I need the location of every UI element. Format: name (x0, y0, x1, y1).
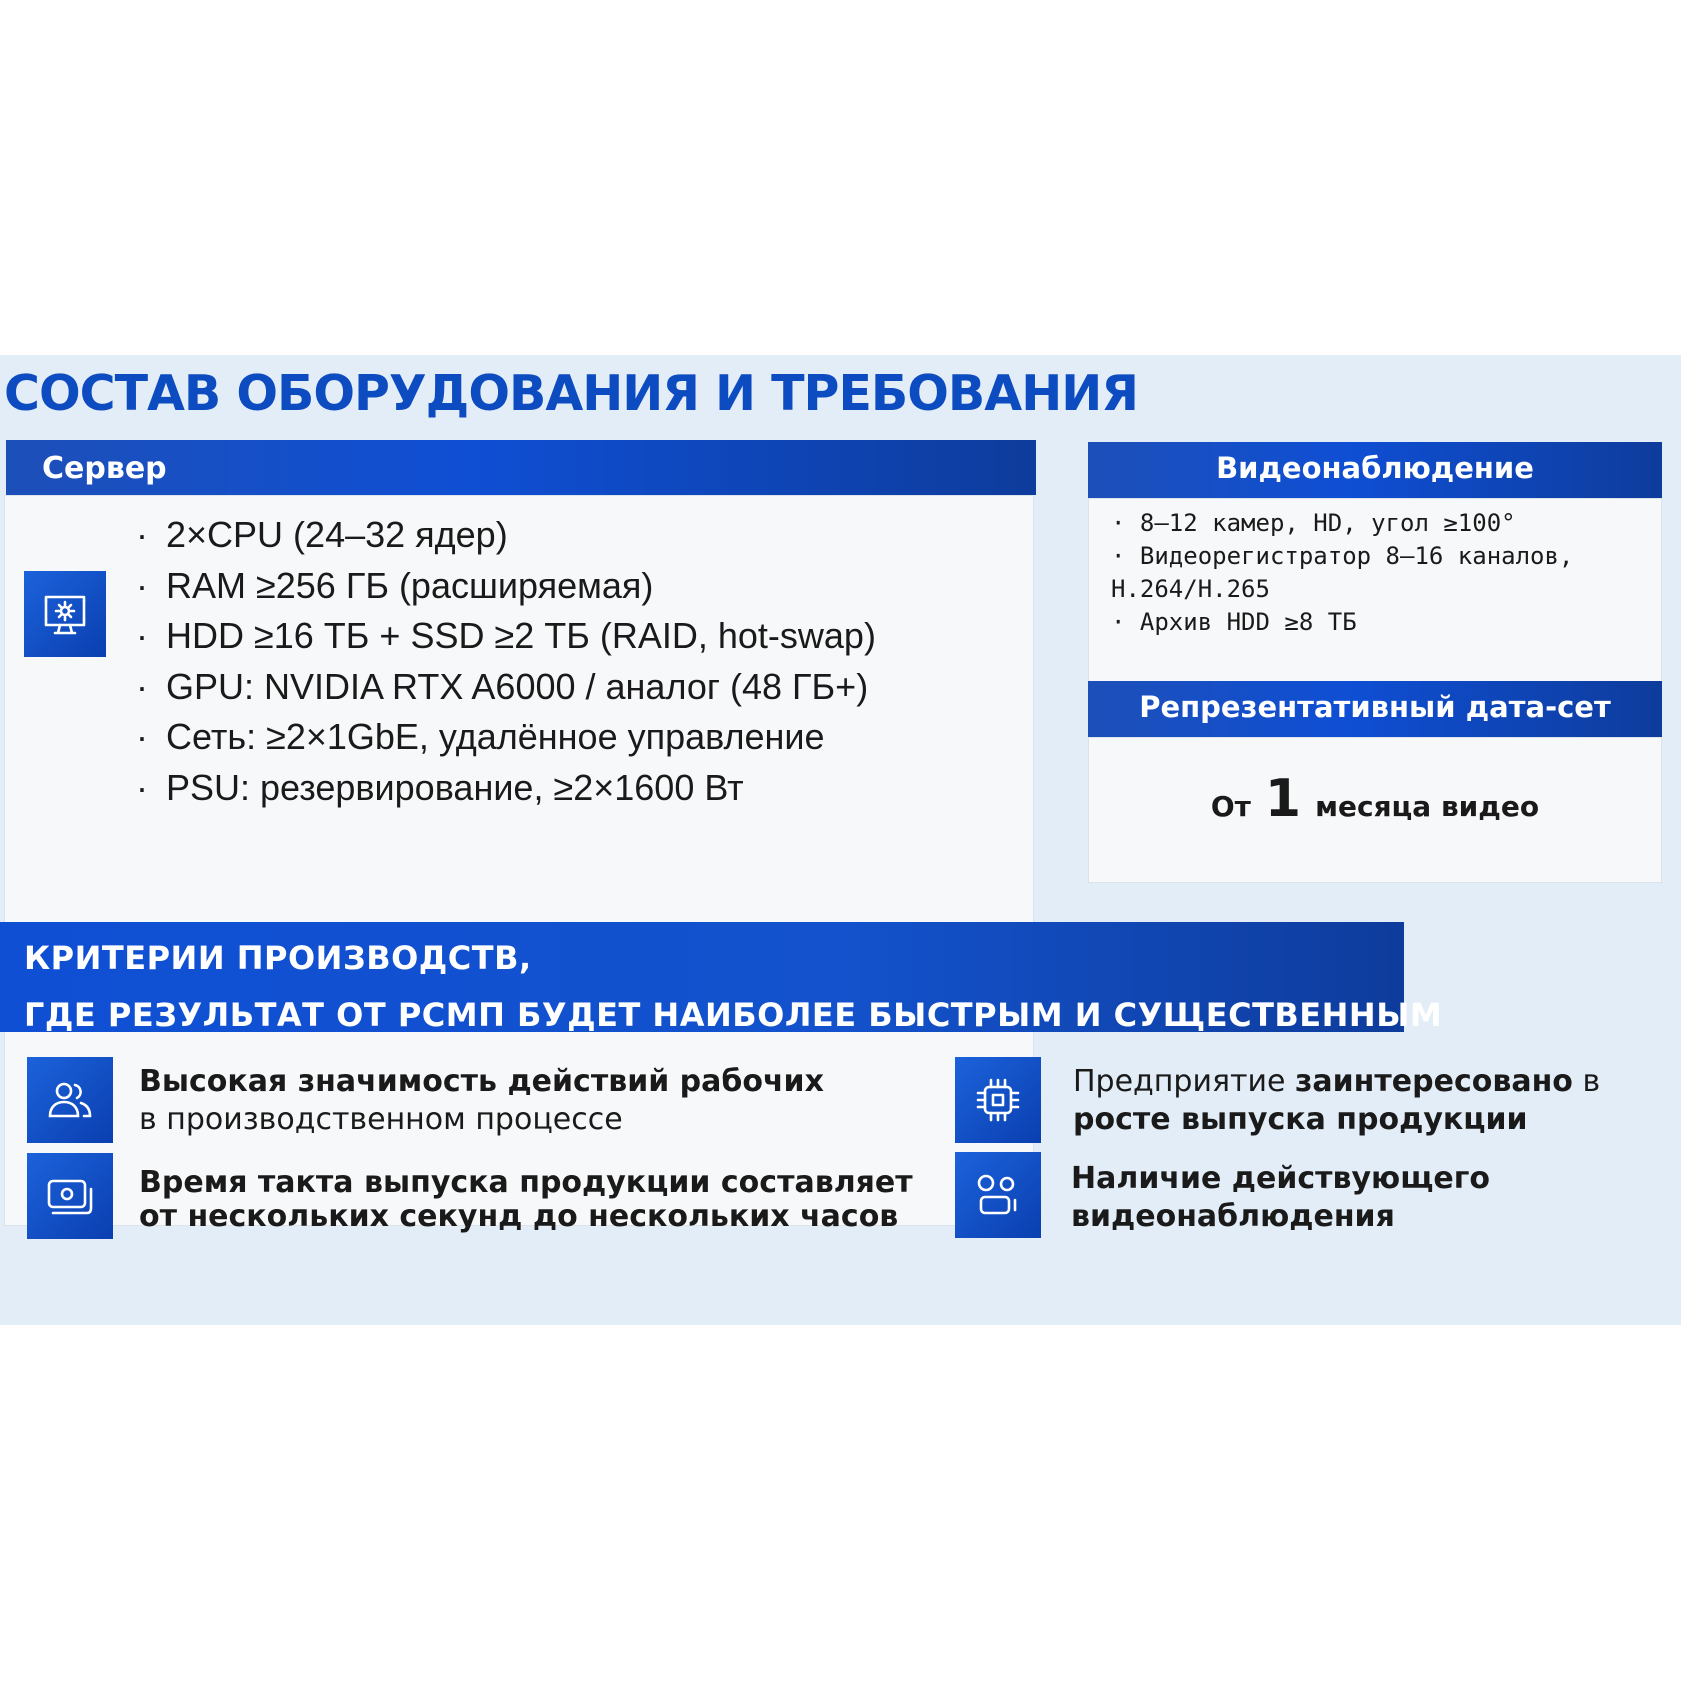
list-item: · 8–12 камер, HD, угол ≥100° (1111, 507, 1631, 540)
criterion-text: Предприятие (1073, 1064, 1295, 1099)
criteria-header-line: ГДЕ РЕЗУЛЬТАТ ОТ РСМП БУДЕТ НАИБОЛЕЕ БЫСТРЫМ И СУЩЕСТВЕННЫМ (24, 996, 1443, 1034)
people-icon (27, 1057, 113, 1143)
criterion-workers (139, 1063, 824, 1139)
list-item: · 2×CPU (24–32 ядер) (136, 510, 876, 561)
criterion-production-growth (1073, 1063, 1600, 1139)
chip-icon (955, 1057, 1041, 1143)
list-item: · Сеть: ≥2×1GbE, удалённое управление (136, 712, 876, 763)
criterion-video-surveillance (1071, 1160, 1490, 1236)
video-header: Видеонаблюдение (1088, 442, 1662, 498)
criteria-header (0, 922, 1443, 1034)
dataset-suffix: месяца видео (1315, 790, 1540, 823)
criterion-cycle-time (139, 1166, 913, 1234)
criterion-line: росте выпуска продукции (1073, 1102, 1528, 1137)
criteria-header-line: КРИТЕРИИ ПРОИЗВОДСТВ, (24, 939, 532, 977)
dataset-prefix: От (1210, 790, 1251, 823)
criterion-line: от нескольких секунд до нескольких часов (139, 1199, 899, 1234)
criterion-text: в (1572, 1064, 1601, 1099)
criterion-line: Наличие действующего (1071, 1161, 1491, 1196)
list-item: · PSU: резервирование, ≥2×1600 Вт (136, 763, 876, 814)
criterion-line: видеонаблюдения (1071, 1199, 1395, 1234)
criterion-text-bold: заинтересовано (1294, 1064, 1573, 1099)
list-item: · GPU: NVIDIA RTX A6000 / аналог (48 ГБ+) (136, 662, 876, 713)
list-item: · HDD ≥16 ТБ + SSD ≥2 ТБ (RAID, hot-swap) (136, 611, 876, 662)
monitor-camera-icon (27, 1153, 113, 1239)
dataset-header: Репрезентативный дата-сет (1088, 681, 1662, 737)
criterion-line (1073, 1063, 1600, 1101)
video-spec-list (1111, 507, 1631, 639)
criterion-line: в производственном процессе (139, 1102, 623, 1137)
server-spec-list (136, 510, 876, 813)
server-header: Сервер (6, 440, 1036, 495)
monitor-gear-icon (24, 571, 106, 657)
dataset-duration (1088, 769, 1662, 829)
slide (0, 355, 1681, 1325)
list-item: · Видеорегистратор 8–16 каналов, H.264/H.265 (1111, 540, 1631, 606)
dataset-number: 1 (1264, 769, 1302, 829)
list-item: · Архив HDD ≥8 ТБ (1111, 606, 1631, 639)
video-call-icon (955, 1152, 1041, 1238)
list-item: · RAM ≥256 ГБ (расширяемая) (136, 561, 876, 612)
criterion-line: Время такта выпуска продукции составляет (139, 1165, 913, 1200)
page-title: СОСТАВ ОБОРУДОВАНИЯ И ТРЕБОВАНИЯ (4, 365, 1138, 422)
criterion-line: Высокая значимость действий рабочих (139, 1064, 824, 1099)
